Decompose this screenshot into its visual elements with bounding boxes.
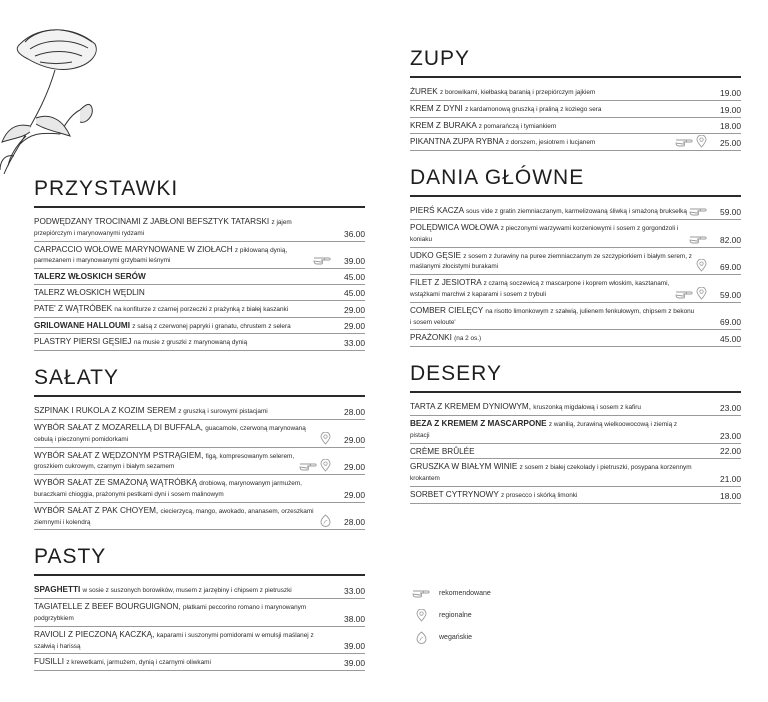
menu-item-name: FILET Z JESIOTRA <box>410 278 482 288</box>
menu-item-price: 23.00 <box>720 402 741 413</box>
menu-item-icons <box>320 432 331 445</box>
menu-item <box>410 134 741 151</box>
regional-icon <box>411 609 431 622</box>
section-rule <box>410 195 741 197</box>
menu-item-text <box>410 121 695 132</box>
menu-item-description: z pomarańczą i tymiankiem <box>478 122 557 130</box>
menu-item-icons <box>675 135 707 148</box>
section-title-zupy: ZUPY <box>410 47 471 70</box>
menu-item-description: w sosie z suszonych borowików, musem z jarzębiny i chipsem z pietruszki <box>82 587 292 595</box>
legend-row-vegan <box>411 626 491 648</box>
menu-item-price: 18.00 <box>720 490 741 501</box>
menu-item-description: z dorszem, jesiotrem i lucjanem <box>505 139 596 147</box>
menu-item <box>410 248 741 276</box>
section-title-dania: DANIA GŁÓWNE <box>410 166 585 190</box>
menu-item-text <box>410 104 695 115</box>
regional-icon <box>320 459 331 472</box>
section-rule <box>34 206 365 208</box>
menu-item-name: PODWĘDZANY TROCINAMI Z JABŁONI BEFSZTYK TATARSKI <box>34 217 270 226</box>
menu-item-description: guacamole, czerwoną marynowaną cebulą i pieczonymi pomidorkami <box>34 424 306 443</box>
recommended-icon <box>675 137 693 148</box>
menu-item-icons <box>320 514 331 527</box>
menu-item-price: 28.00 <box>344 406 365 417</box>
menu-item-price: 39.00 <box>344 256 365 267</box>
menu-item <box>410 275 741 303</box>
menu-item-description: kaparami i suszonymi pomidorami w emulsji maślanej z szałwią i harissą <box>34 631 314 650</box>
legend-row-regional <box>411 604 491 626</box>
section-dania <box>410 165 741 347</box>
menu-item-text <box>410 206 695 217</box>
menu-item-price: 82.00 <box>720 234 741 245</box>
menu-item-description: płatkami peccorino romano i marynowanym podgrzybkiem <box>34 604 307 622</box>
menu-item <box>410 416 741 444</box>
menu-item <box>34 269 365 285</box>
menu-item <box>34 582 365 599</box>
menu-item-name: CARPACCIO WOŁOWE MARYNOWANE W ZIOŁACH <box>34 244 233 254</box>
regional-icon <box>696 259 707 272</box>
left-column <box>34 176 365 671</box>
menu-item-name: PLASTRY PIERSI GĘSIEJ <box>34 337 132 347</box>
recommended-icon <box>675 289 693 300</box>
menu-item-text <box>34 321 319 332</box>
menu-item-text <box>410 278 695 300</box>
menu-item-text <box>34 630 319 652</box>
menu-item-name: BEZA Z KREMEM Z MASCARPONE <box>410 418 547 428</box>
menu-item-name: TAGIATELLE Z BEEF BOURGUIGNON, <box>34 602 181 612</box>
menu-item-description: na konfiturze z czarnej porzeczki z prażynką z białej kaszanki <box>114 305 289 313</box>
menu-item-price: 45.00 <box>344 287 365 298</box>
menu-item-description: z piklowaną dynią, parmezanem i marynowanymi grzybami leśnymi <box>34 246 288 265</box>
menu-item-description: z jajem przepiórczym i marynowanymi rydzami <box>34 219 292 237</box>
menu-item-price: 22.00 <box>720 446 741 457</box>
menu-item-text <box>34 506 319 528</box>
menu-item <box>34 403 365 420</box>
menu-item-text <box>34 245 319 267</box>
menu-item <box>34 420 365 448</box>
icon-legend <box>411 582 491 648</box>
menu-item-text <box>34 657 319 668</box>
vegan-icon <box>411 631 431 644</box>
section-rule <box>410 76 741 78</box>
menu-item-text <box>410 306 695 328</box>
menu-item-name: POLĘDWICA WOŁOWA <box>410 222 499 232</box>
menu-item-icons <box>689 206 707 217</box>
menu-item-name: TALERZ WŁOSKICH WĘDLIN <box>34 287 145 297</box>
menu-item-name: WYBÓR SAŁAT Z WĘDZONYM PSTRĄGIEM, <box>34 450 204 460</box>
menu-item-description: z pieczonymi warzywami korzeniowymi i sosem z gorgondzoli i koniaku <box>410 224 679 243</box>
menu-item-name: KREM Z DYNI <box>410 103 463 113</box>
menu-item-text <box>410 137 695 148</box>
menu-item-name: UDKO GĘSIE <box>410 250 461 260</box>
menu-item-price: 25.00 <box>720 138 741 149</box>
legend-label-recommended: rekomendowane <box>439 589 491 597</box>
menu-item <box>34 475 365 503</box>
menu-item-text <box>34 423 319 445</box>
menu-item-text <box>34 337 319 348</box>
menu-item-name: CRÈME BRÛLÉE <box>410 446 475 456</box>
menu-item <box>410 459 741 487</box>
menu-item-name: SORBET CYTRYNOWY <box>410 489 499 499</box>
menu-item <box>34 654 365 671</box>
menu-item-price: 69.00 <box>720 262 741 273</box>
menu-item-text <box>410 87 695 98</box>
menu-item <box>34 242 365 270</box>
menu-item-name: TARTA Z KREMEM DYNIOWYM, <box>410 402 531 412</box>
menu-item <box>410 203 741 220</box>
legend-label-vegan: wegańskie <box>439 633 473 641</box>
poppy-illustration <box>0 14 112 174</box>
menu-item <box>410 399 741 416</box>
vegan-icon <box>320 514 331 527</box>
menu-item-description: kruszonką migdałową i sosem z kafiru <box>533 404 641 412</box>
menu-item-icons <box>696 259 707 272</box>
menu-item-text <box>34 406 319 417</box>
menu-item-description: figą, kompresowanym selerem, groszkiem cukrowym, czarnym i białym sezamem <box>34 452 295 471</box>
menu-item-price: 39.00 <box>344 658 365 669</box>
menu-item-price: 28.00 <box>344 517 365 528</box>
menu-item-name: FUSILLI <box>34 657 65 667</box>
menu-item-icons <box>299 459 331 472</box>
menu-item-icons <box>689 234 707 245</box>
menu-item-price: 29.00 <box>344 462 365 473</box>
menu-item-text <box>34 304 319 315</box>
menu-item-description: z krewetkami, jarmużem, dynią i czarnymi oliwkami <box>66 659 211 667</box>
menu-item-price: 38.00 <box>344 613 365 624</box>
regional-icon <box>320 432 331 445</box>
menu-item-name: PIKANTNA ZUPA RYBNA <box>410 137 504 147</box>
menu-item-price: 39.00 <box>344 641 365 652</box>
menu-item <box>410 444 741 460</box>
menu-item-description: z sosem z białej czekolady i pietruszki, posypana korzennym krokantem <box>410 464 692 483</box>
menu-item-description: z prosecco i skórką limonki <box>501 491 578 499</box>
menu-item <box>34 318 365 335</box>
menu-item-name: PATE' Z WĄTRÓBEK <box>34 303 113 313</box>
menu-item-name: COMBER CIELĘCY <box>410 305 484 315</box>
menu-item-description: z borowikami, kiełbaską baranią i przepiórczym jajkiem <box>440 89 596 96</box>
legend-label-regional: regionalne <box>439 611 472 619</box>
menu-items-salaty <box>34 403 365 530</box>
menu-item-price: 33.00 <box>344 338 365 349</box>
menu-items-zupy <box>410 84 741 151</box>
menu-item-price: 21.00 <box>720 473 741 484</box>
section-title-przystawki: PRZYSTAWKI <box>34 177 179 200</box>
menu-items-desery <box>410 399 741 504</box>
menu-item-name: SZPINAK I RUKOLA Z KOZIM SEREM <box>34 406 176 416</box>
menu-item-price: 45.00 <box>344 271 365 282</box>
menu-item-name: RAVIOLI Z PIECZONĄ KACZKĄ, <box>34 629 155 639</box>
section-rule <box>34 395 365 397</box>
menu-item <box>34 448 365 476</box>
menu-items-przystawki <box>34 214 365 351</box>
menu-item <box>410 118 741 135</box>
regional-icon <box>696 135 707 148</box>
menu-item-name: GRUSZKA W BIAŁYM WINIE <box>410 462 518 472</box>
menu-item-text <box>410 462 695 484</box>
section-rule <box>34 574 365 576</box>
section-desery <box>410 361 741 504</box>
menu-item-text <box>410 333 695 344</box>
menu-item-name: ŻUREK <box>410 87 438 96</box>
menu-item <box>410 330 741 347</box>
menu-item-description: z kardamonową gruszką i praliną z koziego sera <box>465 105 602 113</box>
menu-item-description: z czarną soczewicą z mascarpone i koprem włoskim, kasztanami, wstążkami marchwi z kaparami i sosem z trybuli <box>410 280 670 298</box>
menu-item-text <box>34 585 319 596</box>
menu-item-text <box>410 251 695 273</box>
menu-item-price: 29.00 <box>344 304 365 315</box>
menu-item-name: PIERŚ KACZA <box>410 206 464 216</box>
menu-item-description: (na 2 os.) <box>454 335 482 343</box>
menu-item-text <box>410 402 695 413</box>
menu-item <box>34 285 365 301</box>
menu-item-name: WYBÓR SAŁAT Z MOZARELLĄ DI BUFFALA, <box>34 422 203 432</box>
menu-item <box>34 214 365 242</box>
menu-item-price: 29.00 <box>344 489 365 500</box>
menu-item-description: na musie z gruszki z marynowaną dynią <box>133 339 248 347</box>
menu-item-price: 19.00 <box>720 87 741 98</box>
menu-item <box>34 503 365 531</box>
menu-item-text <box>410 490 695 501</box>
menu-item <box>34 599 365 627</box>
menu-item-name: KREM Z BURAKA <box>410 120 477 130</box>
menu-item-price: 59.00 <box>720 289 741 300</box>
menu-item-description: sous vide z gratin ziemniaczanym, karmelizowaną śliwką i smażoną brukselką <box>465 208 687 216</box>
menu-item-price: 29.00 <box>344 321 365 332</box>
menu-item-price: 19.00 <box>720 104 741 115</box>
menu-item <box>34 301 365 318</box>
section-zupy <box>410 46 741 151</box>
menu-item-text <box>34 602 319 624</box>
regional-icon <box>696 287 707 300</box>
section-salaty <box>34 365 365 530</box>
menu-item-price: 18.00 <box>720 121 741 132</box>
menu-item <box>34 334 365 351</box>
menu-item-description: na risotto limonkowym z szałwią, julienem fenkułowym, chipsem z bekonu i sosem veloute' <box>410 307 695 326</box>
menu-item <box>410 220 741 248</box>
menu-item <box>410 487 741 504</box>
menu-item-description: z salsą z czerwonej papryki i granatu, chrustem z selera <box>132 322 291 330</box>
legend-row-recommended <box>411 582 491 604</box>
recommended-icon <box>411 588 431 599</box>
menu-item <box>410 84 741 101</box>
menu-item-text <box>34 288 319 298</box>
menu-items-dania <box>410 203 741 347</box>
menu-item-price: 36.00 <box>344 228 365 239</box>
menu-item-text <box>34 478 319 500</box>
menu-item-text <box>410 447 695 457</box>
menu-item-price: 59.00 <box>720 206 741 217</box>
section-przystawki <box>34 176 365 351</box>
menu-item-description: drobiową, marynowanym jarmużem, buraczkami chioggia, prażonymi pestkami dyni i sosem malinowym <box>34 480 302 498</box>
menu-item <box>410 303 741 331</box>
recommended-icon <box>689 206 707 217</box>
right-column <box>410 46 741 504</box>
menu-item-price: 69.00 <box>720 317 741 328</box>
section-pasty <box>34 544 365 671</box>
menu-item-name: PRAŻONKI <box>410 333 452 343</box>
menu-item-description: z sosem z żurawiny na puree ziemniaczanym ze szczypiorkiem i białym serem, z maślanymi złocistymi burakami <box>410 252 692 271</box>
recommended-icon <box>299 461 317 472</box>
menu-item-icons <box>675 287 707 300</box>
menu-item-icons <box>313 255 331 266</box>
menu-item-name: GRILOWANE HALLOUMI <box>34 320 130 330</box>
menu-item-name: WYBÓR SAŁAT ZE SMAŻONĄ WĄTRÓBKĄ <box>34 478 198 488</box>
menu-item-text <box>410 223 695 245</box>
recommended-icon <box>313 255 331 266</box>
section-title-desery: DESERY <box>410 362 502 386</box>
menu-item-name: WYBÓR SAŁAT Z PAK CHOYEM, <box>34 505 159 515</box>
section-title-salaty: SAŁATY <box>34 366 119 390</box>
menu-item <box>410 101 741 118</box>
menu-item-name: SPAGHETTI <box>34 585 81 595</box>
menu-item-price: 45.00 <box>720 334 741 345</box>
menu-item-price: 33.00 <box>344 586 365 597</box>
menu-item-text <box>34 451 319 473</box>
menu-item-name: TALERZ WŁOSKICH SERÓW <box>34 272 146 282</box>
menu-item-text <box>410 419 695 441</box>
menu-item-description: z gruszką i surowymi pistacjami <box>178 408 268 416</box>
menu-item <box>34 627 365 655</box>
menu-item-description: ciecierzycą, mango, awokado, ananasem, orzeszkami ziemnymi i kolendrą <box>34 507 314 526</box>
menu-item-text <box>34 272 319 282</box>
menu-item-price: 23.00 <box>720 430 741 441</box>
menu-items-pasty <box>34 582 365 671</box>
section-rule <box>410 391 741 393</box>
menu-item-description: z wanilią, żurawiną wielkoowocową i ziemią z pistacji <box>410 420 678 439</box>
menu-item-text <box>34 217 319 239</box>
section-title-pasty: PASTY <box>34 545 107 569</box>
recommended-icon <box>689 234 707 245</box>
menu-item-price: 29.00 <box>344 434 365 445</box>
